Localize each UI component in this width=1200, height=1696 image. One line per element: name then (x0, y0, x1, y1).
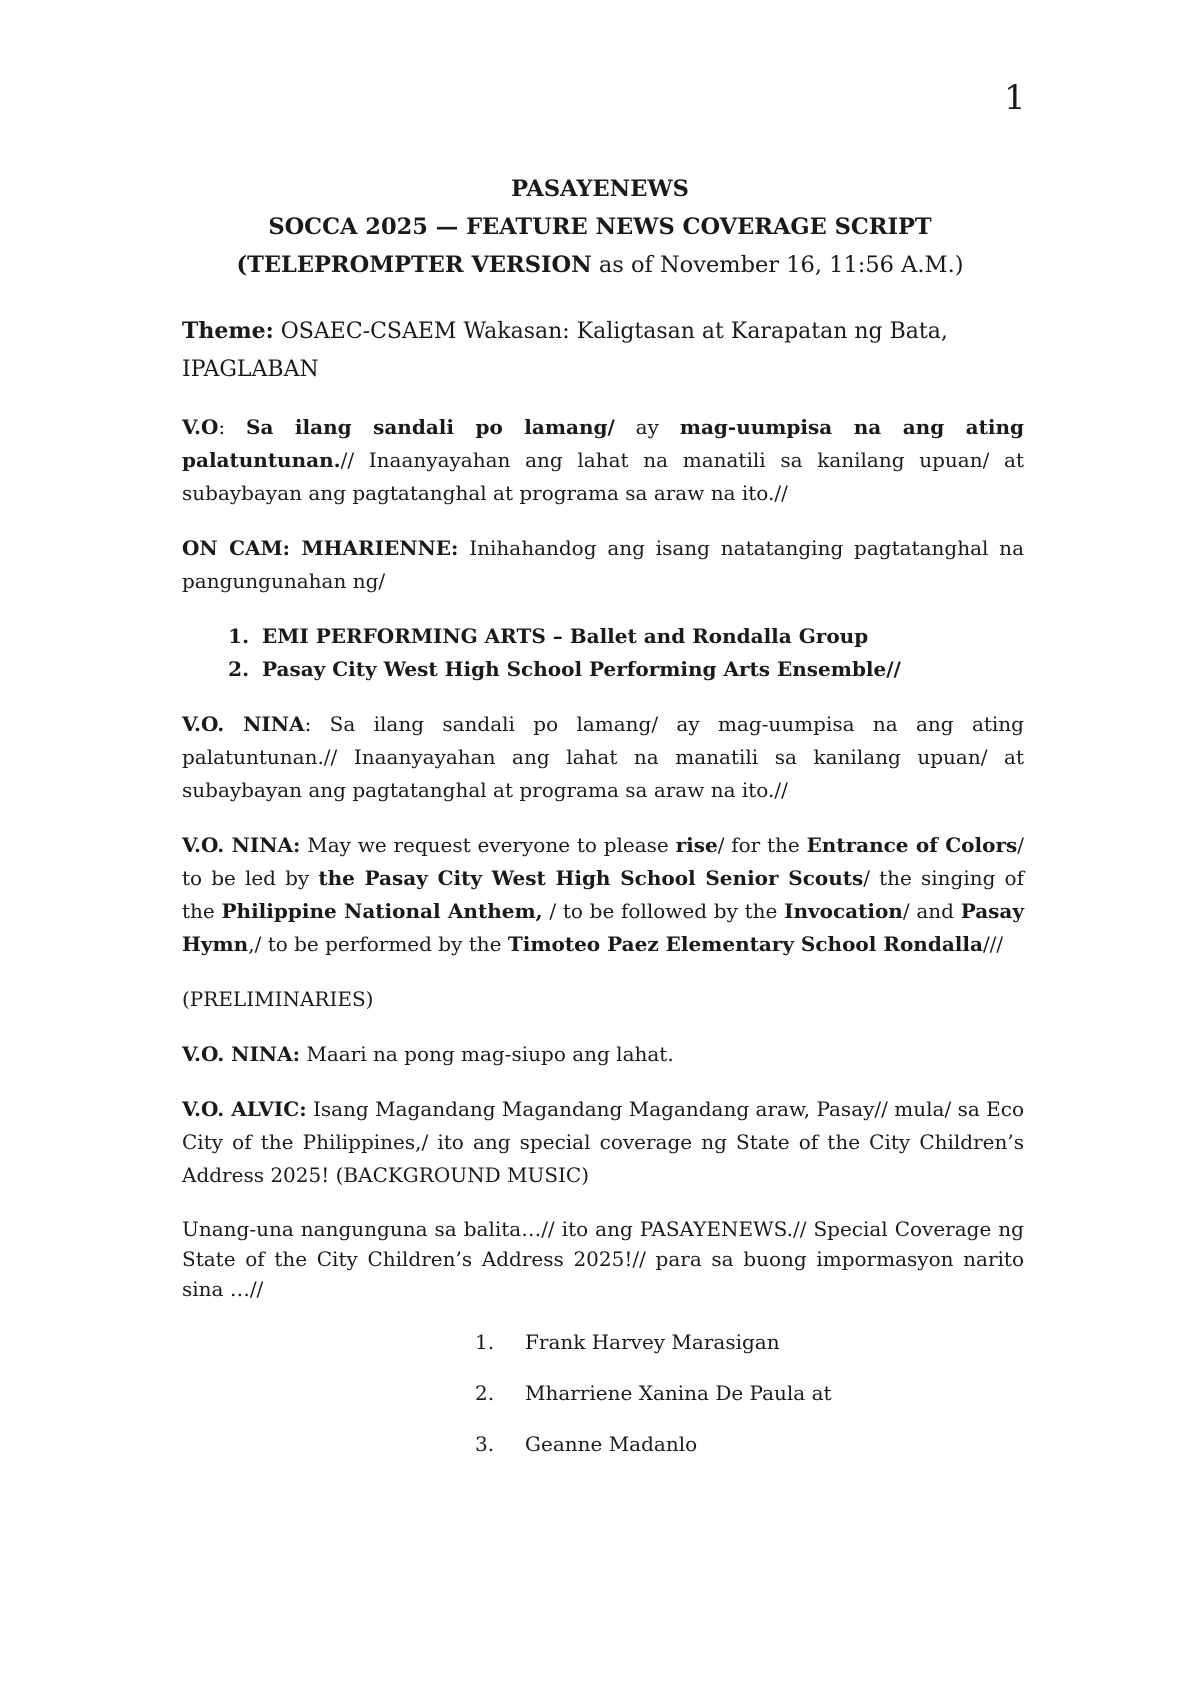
bold-run: Entrance of Colors (806, 833, 1018, 857)
title-line-3-rest: as of November 16, 11:56 A.M.) (591, 252, 964, 278)
text-run: Isang Magandang Magandang Magandang araw, Pasay// mula/ sa Eco City of the Philippines,/ ito ang special coverage ng State of the City Children’s Address 2025! (BACKGROUND MUSIC) (182, 1097, 1024, 1187)
bold-run: Pasay Hymn (182, 899, 1024, 956)
theme-line (182, 312, 1024, 389)
text-run: / to be followed by the (542, 899, 785, 923)
anchor-name: Mharriene Xanina De Paula at (525, 1381, 832, 1405)
theme-text: OSAEC-CSAEM Wakasan: Kaligtasan at Karapatan ng Bata, IPAGLABAN (182, 319, 948, 382)
bold-run: Sa ilang sandali po lamang/ (246, 415, 615, 439)
bold-run: the Pasay City West High School Senior Scouts (318, 866, 864, 890)
speaker-label: V.O. NINA (182, 712, 305, 736)
paragraph-on-cam-mharienne (182, 532, 1024, 598)
text-run: / and (902, 899, 961, 923)
text-run: / for the (717, 833, 807, 857)
list-item: 1. EMI PERFORMING ARTS – Ballet and Rondalla Group (256, 620, 1024, 653)
text-run: / the singing of the (182, 866, 1024, 923)
text-run: : Sa ilang sandali po lamang/ ay mag-uumpisa na ang ating palatuntunan.// Inaanyayahan ang lahat na manatili sa kanilang upuan/ at subaybayan ang pagtatanghal at programa sa araw na ito.// (182, 712, 1024, 802)
text-run: : (218, 415, 247, 439)
script-body (182, 312, 1024, 1479)
paragraph-intro: Unang-una nangunguna sa balita…// ito ang PASAYENEWS.// Special Coverage ng State of the City Children’s Address 2025!// para sa buong impormasyon narito sina …// (182, 1217, 1024, 1301)
text-run: Inihahandog ang isang natatanging pagtatanghal na pangungunahan ng/ (182, 536, 1024, 593)
text-run: / to be led by (182, 833, 1025, 890)
paragraph-vo-opening (182, 411, 1024, 510)
list-number: 2. (475, 1381, 495, 1405)
list-item: 2. Pasay City West High School Performing Arts Ensemble// (256, 653, 1024, 686)
title-line-2: SOCCA 2025 — FEATURE NEWS COVERAGE SCRIPT (268, 214, 932, 240)
anchor-name: Frank Harvey Marasigan (525, 1330, 780, 1354)
list-item (475, 1377, 1200, 1410)
paragraph-vo-alvic (182, 1093, 1024, 1192)
theme-label: Theme: (182, 318, 274, 344)
anchors-list (475, 1326, 1200, 1461)
text-run: May we request everyone to please (300, 833, 676, 857)
speaker-label: V.O. NINA: (182, 1042, 300, 1066)
vo-label: V.O (182, 415, 219, 439)
paragraph-vo-nina-2 (182, 829, 1024, 961)
text-run: /// (982, 932, 1004, 956)
list-item (475, 1326, 1200, 1359)
bold-run: Philippine National Anthem, (221, 899, 543, 923)
text-run: // Inaanyayahan ang lahat na manatili sa kanilang upuan/ at subaybayan ang pagtatanghal at programa sa araw na ito.// (182, 448, 1024, 505)
anchor-name: Geanne Madanlo (525, 1432, 698, 1456)
speaker-label: V.O. NINA: (182, 833, 301, 857)
bold-run: mag-uumpisa na ang ating palatuntunan. (182, 415, 1024, 472)
paragraph-vo-nina-3 (182, 1038, 1024, 1071)
list-number: 1. (475, 1330, 495, 1354)
text-run: Maari na pong mag-siupo ang lahat. (299, 1042, 674, 1066)
speaker-label: ON CAM: MHARIENNE: (182, 536, 459, 560)
bold-run: rise (675, 833, 718, 857)
list-item (475, 1428, 1200, 1461)
bold-run: Timoteo Paez Elementary School Rondalla (507, 932, 983, 956)
page-number: 1 (1004, 78, 1026, 118)
title-line-1: PASAYENEWS (511, 176, 689, 202)
title-line-3 (0, 246, 1200, 284)
speaker-label: V.O. ALVIC: (182, 1097, 307, 1121)
text-run: ay (614, 415, 680, 439)
paragraph-preliminaries: (PRELIMINARIES) (182, 987, 374, 1011)
text-run: ,/ to be performed by the (248, 932, 508, 956)
bold-run: Invocation (784, 899, 903, 923)
paragraph-vo-nina-1 (182, 708, 1024, 807)
title-line-3-bold: (TELEPROMPTER VERSION (236, 252, 592, 278)
performers-list (182, 620, 1024, 686)
document-title-block (0, 170, 1200, 284)
list-number: 3. (475, 1432, 495, 1456)
